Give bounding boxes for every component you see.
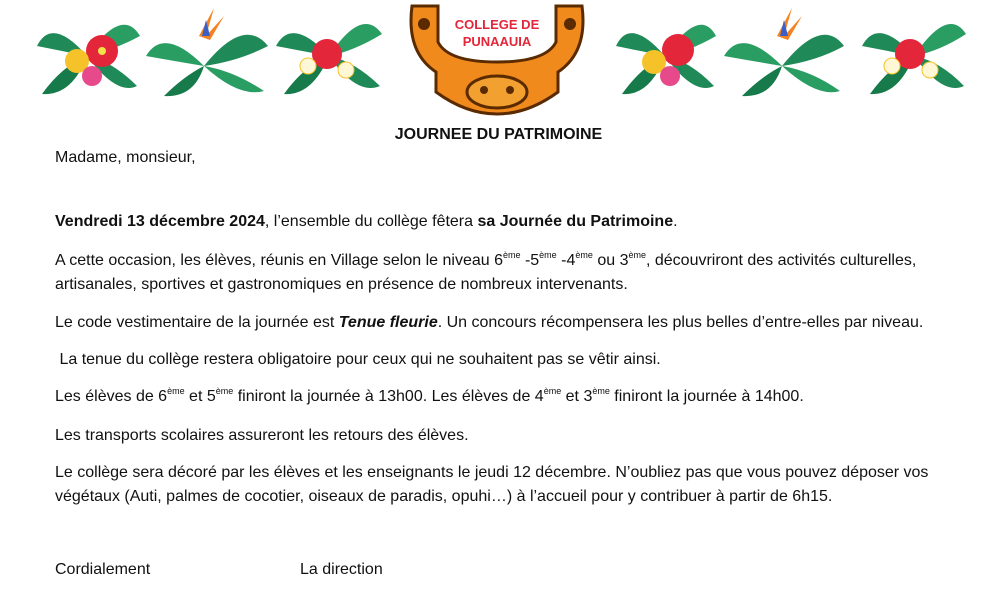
text: . Un concours récompensera les plus belles d’entre-elles par niveau. xyxy=(437,314,924,331)
superscript: ème xyxy=(628,250,646,260)
logo-text-line2: PUNAAUIA xyxy=(462,34,532,49)
event-name: sa Journée du Patrimoine xyxy=(477,213,674,230)
text: finiront la journée à 13h00. Les élèves de 4 xyxy=(233,388,544,405)
text: et 5 xyxy=(184,388,216,405)
paragraph-date-text: , l’ensemble du collège fêtera xyxy=(264,213,478,230)
superscript: ème xyxy=(592,386,610,396)
paragraph-transport: Les transports scolaires assureront les retours des élèves. xyxy=(55,427,469,444)
text: finiront la journée à 14h00. xyxy=(609,388,804,405)
document-title: JOURNEE DU PATRIMOINE xyxy=(394,126,603,143)
tropical-flowers-icon xyxy=(272,6,386,98)
event-date: Vendredi 13 décembre 2024 xyxy=(55,213,265,230)
text: et 3 xyxy=(561,388,593,405)
text: Le code vestimentaire de la journée est xyxy=(55,314,339,331)
college-logo xyxy=(406,2,588,116)
tropical-flowers-icon xyxy=(612,6,718,98)
text: -4 xyxy=(556,252,576,269)
text: Les élèves de 6 xyxy=(55,388,168,405)
superscript: ème xyxy=(502,250,521,260)
bird-of-paradise-icon xyxy=(144,6,270,100)
superscript: ème xyxy=(167,386,185,396)
superscript: ème xyxy=(539,250,557,260)
greeting: Madame, monsieur, xyxy=(55,149,196,166)
paragraph-schedule xyxy=(55,385,804,409)
logo-text-line1: COLLEGE DE xyxy=(454,17,540,32)
tropical-flowers-icon xyxy=(858,6,970,98)
superscript: ème xyxy=(215,386,234,396)
header-banner xyxy=(0,0,997,120)
text: -5 xyxy=(520,252,540,269)
dress-code: Tenue fleurie xyxy=(338,314,438,331)
paragraph-dress-code xyxy=(55,311,923,335)
signature: La direction xyxy=(300,561,383,578)
closing: Cordialement xyxy=(55,561,151,578)
superscript: ème xyxy=(543,386,562,396)
paragraph-decoration xyxy=(55,461,928,509)
paragraph-occasion xyxy=(55,249,916,297)
superscript: ème xyxy=(575,250,593,260)
paragraph-uniform: La tenue du collège restera obligatoire pour ceux qui ne souhaitent pas se vêtir ainsi. xyxy=(55,351,661,368)
text: , découvriront des activités culturelles, xyxy=(645,252,917,269)
text: artisanales, sportives et gastronomiques en présence de nombreux intervenants. xyxy=(55,276,628,293)
text: ou 3 xyxy=(592,252,629,269)
bird-of-paradise-icon xyxy=(722,6,846,100)
paragraph-date-end: . xyxy=(673,213,678,230)
paragraph-date xyxy=(55,210,678,234)
text: A cette occasion, les élèves, réunis en Village selon le niveau 6 xyxy=(55,252,503,269)
text: Le collège sera décoré par les élèves et les enseignants le jeudi 12 décembre. N’oubliez pas que vous pouvez déposer vos xyxy=(55,464,929,481)
text: végétaux (Auti, palmes de cocotier, oiseaux de paradis, opuhi…) à l’accueil pour y contribuer à partir de 6h15. xyxy=(55,488,833,505)
tropical-flowers-icon xyxy=(32,6,142,98)
